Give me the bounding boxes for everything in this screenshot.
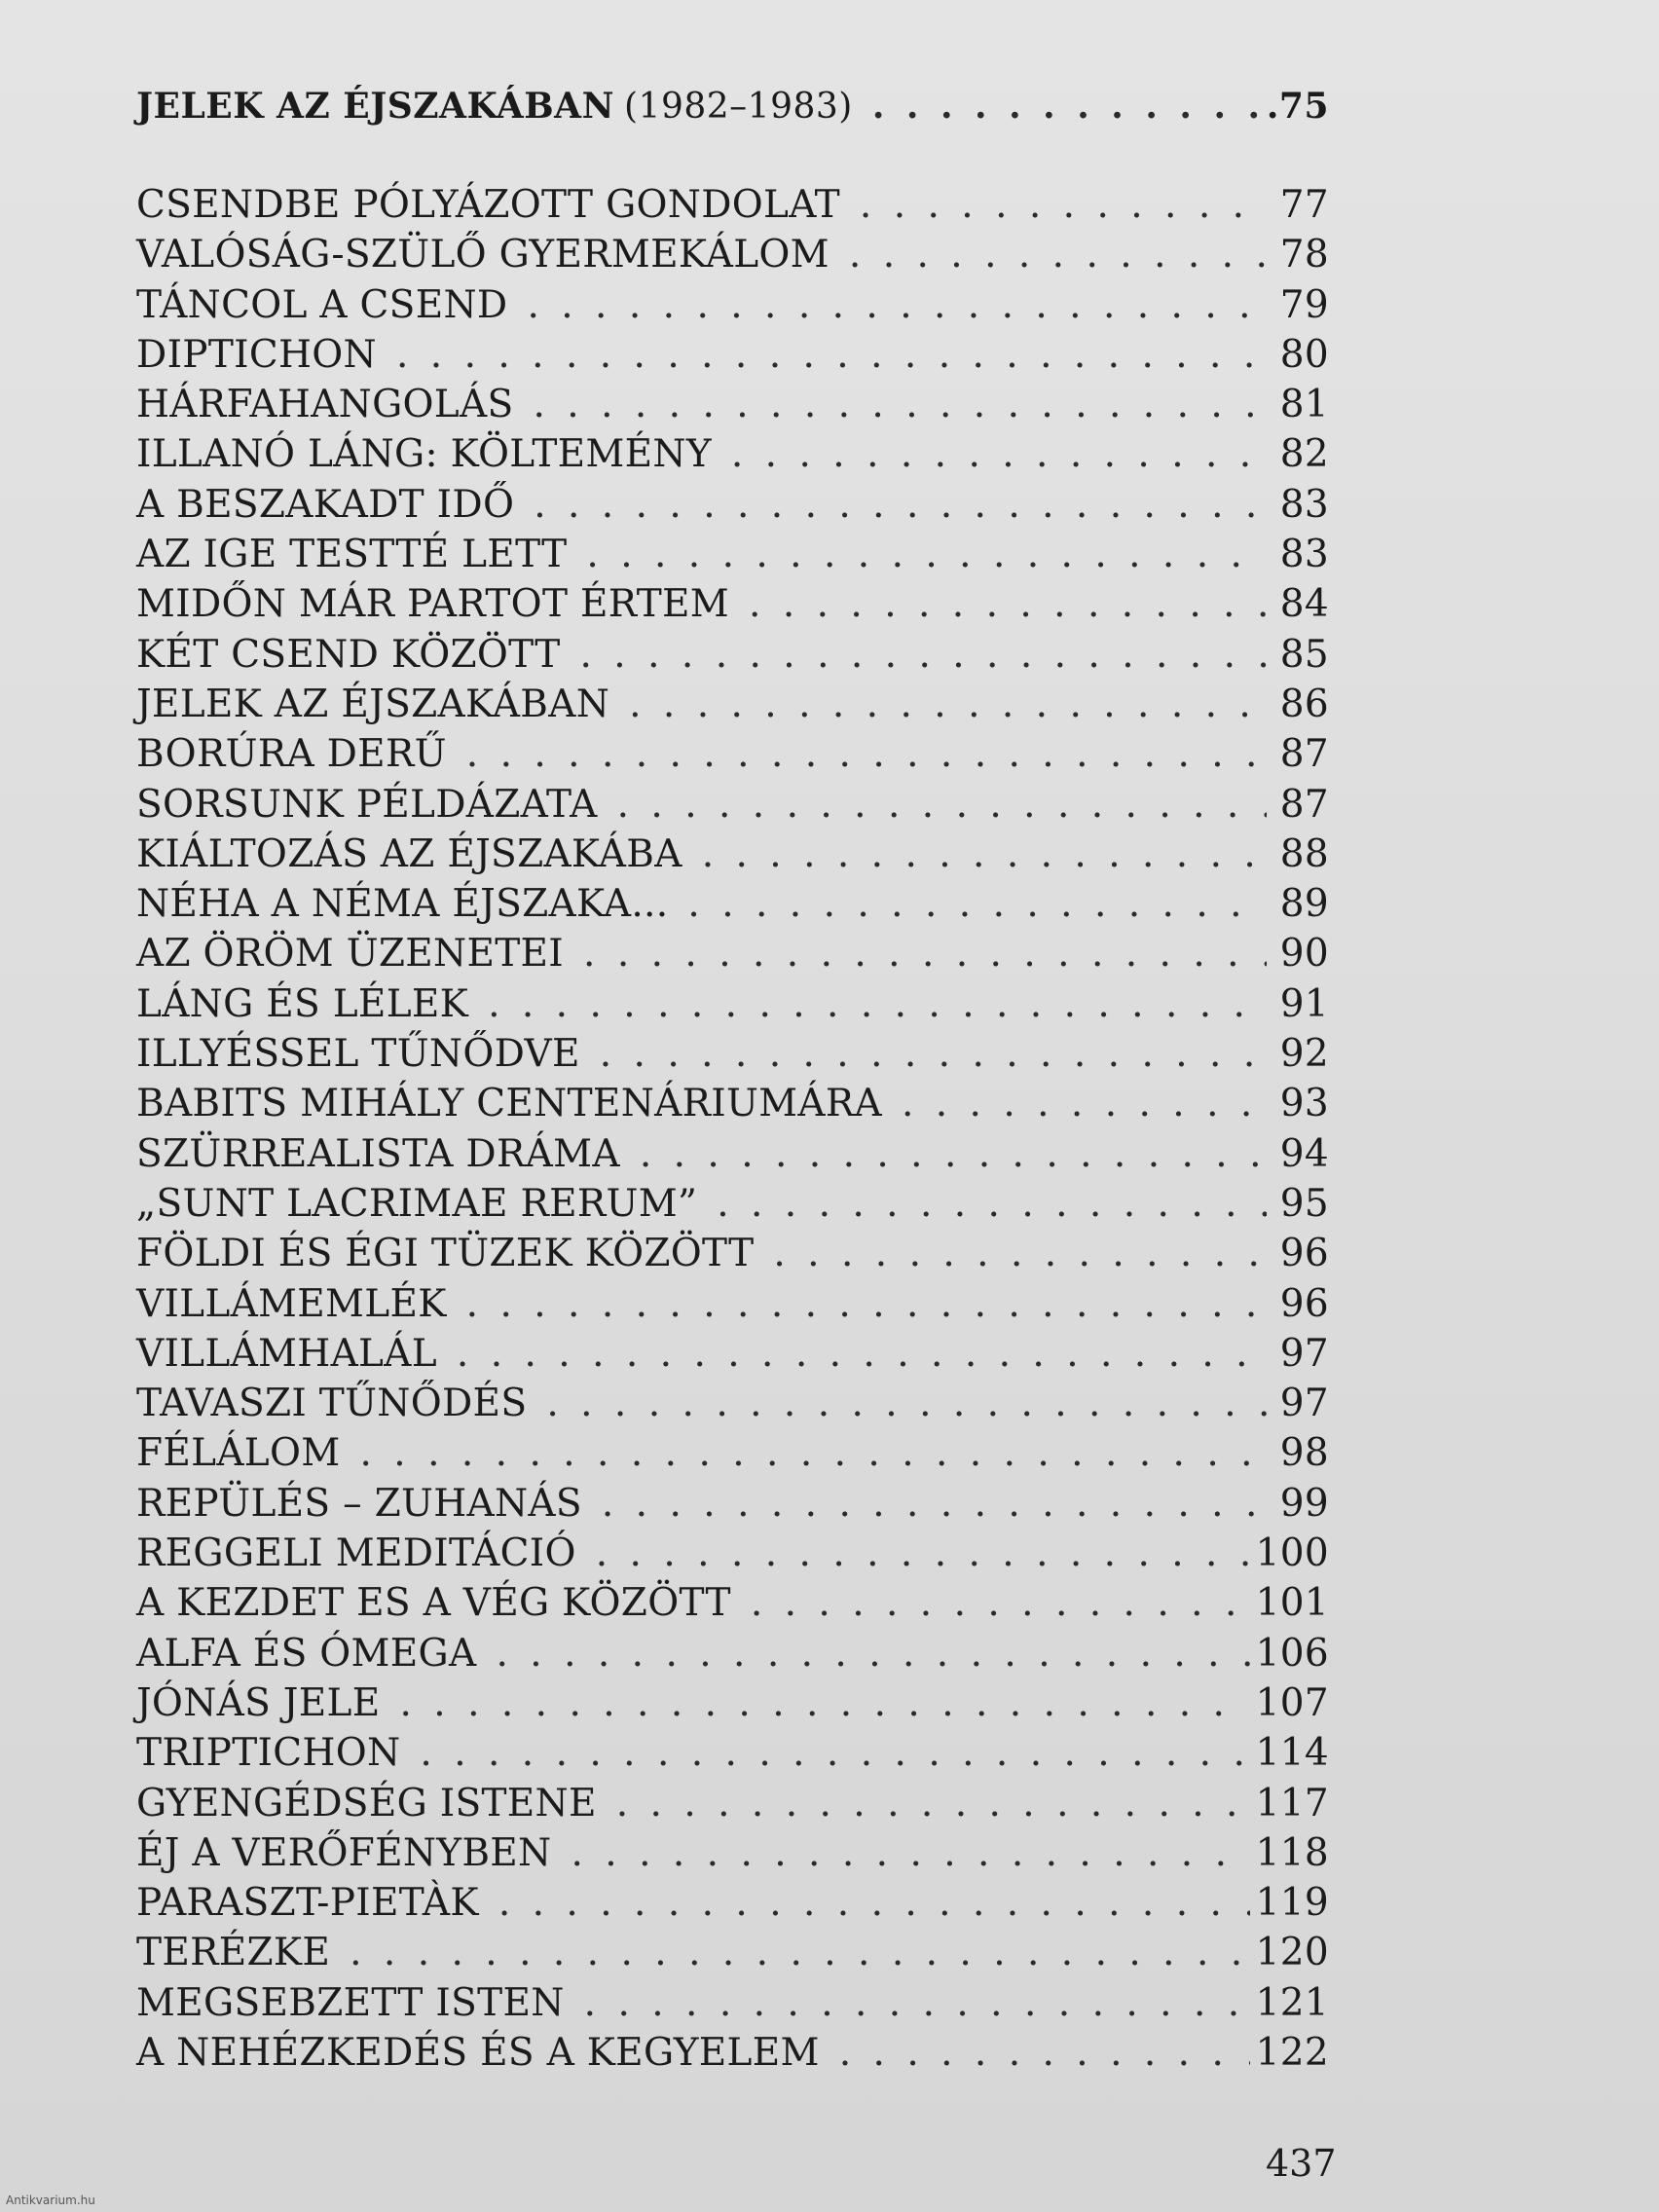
toc-entry — [136, 1881, 1329, 1931]
toc-entry — [136, 732, 1329, 782]
entry-title: AZ ÖRÖM ÜZENETEI — [136, 932, 565, 977]
toc-entry — [136, 1082, 1329, 1131]
dot-leader — [860, 183, 1267, 227]
entry-page-number: 88 — [1279, 831, 1329, 876]
entry-title: TERÉZKE — [136, 1931, 331, 1975]
dot-leader — [687, 882, 1267, 926]
section-years: (1982–1983) — [624, 87, 853, 127]
entry-title: PARASZT-PIETÀK — [136, 1881, 479, 1926]
dot-leader — [849, 233, 1267, 276]
dot-leader — [617, 783, 1267, 827]
dot-leader — [534, 483, 1267, 527]
dot-leader — [629, 682, 1267, 726]
entry-title: VILLÁMHALÁL — [136, 1331, 437, 1376]
entry-title: TÁNCOL A CSEND — [136, 282, 508, 327]
dot-leader — [360, 1431, 1268, 1475]
entry-title: KIÁLTOZÁS AZ ÉJSZAKÁBA — [136, 831, 682, 876]
entry-title: CSENDBE PÓLYÁZOTT GONDOLAT — [136, 183, 840, 227]
toc-entry — [136, 2031, 1329, 2081]
toc-entry — [136, 383, 1329, 432]
entry-title: VILLÁMEMLÉK — [136, 1281, 447, 1326]
dot-leader — [466, 732, 1267, 776]
watermark: Antikvarium.hu — [6, 2194, 95, 2207]
toc-entry — [136, 533, 1329, 582]
entry-page-number: 80 — [1279, 332, 1329, 377]
entry-page-number: 79 — [1279, 282, 1329, 327]
entry-title: A BESZAKADT IDŐ — [136, 482, 515, 527]
entry-page-number: 118 — [1255, 1830, 1329, 1875]
entry-title: A KEZDET ES A VÉG KÖZÖTT — [136, 1581, 731, 1626]
toc-entry — [136, 1482, 1329, 1531]
entry-title: JÓNÁS JELE — [136, 1680, 381, 1725]
section-title: JELEK AZ ÉJSZAKÁBAN — [136, 86, 614, 127]
entry-page-number: 107 — [1255, 1680, 1329, 1725]
entry-title: KÉT CSEND KÖZÖTT — [136, 632, 561, 677]
entry-title: FÉLÁLOM — [136, 1431, 341, 1476]
entry-page-number: 95 — [1279, 1181, 1329, 1226]
section-page-number: .75 — [1266, 86, 1329, 127]
entry-page-number: 81 — [1279, 383, 1329, 427]
entry-page-number: 89 — [1279, 882, 1329, 927]
dot-leader — [731, 432, 1267, 476]
entry-title: BORÚRA DERŰ — [136, 732, 447, 777]
entry-title: FÖLDI ÉS ÉGI TÜZEK KÖZÖTT — [136, 1232, 755, 1276]
dot-leader — [533, 383, 1267, 426]
entry-title: „SUNT LACRIMAE RERUM” — [136, 1181, 698, 1226]
toc-entry — [136, 432, 1329, 482]
entry-title: ÉJ A VERŐFÉNYBEN — [136, 1830, 552, 1875]
toc-entry — [136, 183, 1329, 233]
toc-entry — [136, 1431, 1329, 1481]
entry-title: ALFA ÉS ÓMEGA — [136, 1631, 477, 1676]
toc-entry — [136, 1581, 1329, 1631]
dot-leader — [839, 2031, 1250, 2075]
entry-title: SORSUNK PÉLDÁZATA — [136, 782, 598, 827]
entry-page-number: 97 — [1279, 1331, 1329, 1376]
entry-page-number: 98 — [1279, 1431, 1329, 1476]
toc-entry — [136, 333, 1329, 383]
entry-title: REGGELI MEDITÁCIÓ — [136, 1531, 576, 1576]
dot-leader — [717, 1182, 1267, 1226]
entry-title: DIPTICHON — [136, 332, 377, 377]
toc-entry — [136, 283, 1329, 333]
toc-entry — [136, 582, 1329, 632]
dot-leader — [496, 1632, 1249, 1676]
entry-page-number: 77 — [1279, 183, 1329, 227]
table-of-contents — [136, 86, 1329, 2081]
entry-page-number: 87 — [1279, 732, 1329, 777]
toc-entry — [136, 682, 1329, 732]
toc-entry — [136, 882, 1329, 932]
entry-page-number: 121 — [1255, 1980, 1329, 2025]
toc-entry — [136, 932, 1329, 981]
toc-entry — [136, 1632, 1329, 1681]
entry-title: AZ IGE TESTTÉ LETT — [136, 533, 568, 577]
toc-entry — [136, 1681, 1329, 1731]
toc-entry — [136, 1981, 1329, 2031]
entry-page-number: 90 — [1279, 932, 1329, 977]
dot-leader — [580, 633, 1267, 677]
entry-title: LÁNG ÉS LÉLEK — [136, 981, 469, 1026]
toc-entry — [136, 982, 1329, 1032]
dot-leader — [586, 533, 1267, 576]
toc-entry — [136, 1332, 1329, 1382]
entry-page-number: 106 — [1255, 1631, 1329, 1676]
entry-page-number: 119 — [1255, 1881, 1329, 1926]
entry-title: NÉHA A NÉMA ÉJSZAKA... — [136, 882, 669, 927]
toc-entry — [136, 1032, 1329, 1082]
toc-entry — [136, 483, 1329, 533]
dot-leader — [616, 1782, 1250, 1825]
dot-leader — [751, 1581, 1250, 1625]
entry-title: SZÜRREALISTA DRÁMA — [136, 1131, 620, 1176]
entry-page-number: 99 — [1279, 1481, 1329, 1526]
entry-title: BABITS MIHÁLY CENTENÁRIUMÁRA — [136, 1082, 882, 1126]
dot-leader — [902, 1082, 1267, 1125]
entry-list — [136, 183, 1329, 2081]
entry-title: VALÓSÁG-SZÜLŐ GYERMEKÁLOM — [136, 233, 830, 277]
entry-title: ILLYÉSSEL TŰNŐDVE — [136, 1032, 580, 1077]
toc-entry — [136, 1232, 1329, 1281]
dot-leader — [350, 1931, 1250, 1974]
dot-leader — [571, 1831, 1250, 1875]
dot-leader — [527, 283, 1267, 327]
dot-leader — [749, 582, 1267, 626]
dot-leader — [498, 1881, 1250, 1925]
entry-page-number: 87 — [1279, 782, 1329, 827]
entry-page-number: 96 — [1279, 1281, 1329, 1326]
entry-title: HÁRFAHANGOLÁS — [136, 383, 514, 427]
toc-entry — [136, 1531, 1329, 1581]
entry-page-number: 93 — [1279, 1082, 1329, 1126]
toc-entry — [136, 1731, 1329, 1781]
entry-page-number: 86 — [1279, 682, 1329, 726]
entry-page-number: 84 — [1279, 582, 1329, 627]
entry-page-number: 83 — [1279, 533, 1329, 577]
dot-leader — [488, 982, 1267, 1026]
entry-title: TRIPTICHON — [136, 1731, 401, 1776]
entry-page-number: 91 — [1279, 981, 1329, 1026]
entry-title: MIDŐN MÁR PARTOT ÉRTEM — [136, 582, 730, 627]
toc-entry — [136, 1831, 1329, 1881]
entry-title: MEGSEBZETT ISTEN — [136, 1980, 565, 2025]
entry-page-number: 85 — [1279, 632, 1329, 677]
page-folio: 437 — [1266, 2142, 1337, 2185]
entry-page-number: 100 — [1255, 1531, 1329, 1576]
entry-title: JELEK AZ ÉJSZAKÁBAN — [136, 682, 610, 726]
entry-page-number: 92 — [1279, 1032, 1329, 1077]
dot-leader — [546, 1382, 1267, 1425]
entry-page-number: 83 — [1279, 482, 1329, 527]
dot-leader — [583, 932, 1267, 976]
dot-leader — [399, 1681, 1249, 1725]
toc-entry — [136, 1182, 1329, 1232]
toc-entry — [136, 832, 1329, 882]
dot-leader — [773, 1232, 1267, 1275]
toc-entry — [136, 233, 1329, 282]
toc-entry — [136, 1282, 1329, 1332]
toc-entry — [136, 1382, 1329, 1431]
toc-entry — [136, 1782, 1329, 1831]
dot-leader — [584, 1981, 1250, 2025]
dot-leader — [420, 1731, 1249, 1775]
toc-entry — [136, 633, 1329, 682]
dot-leader — [596, 1531, 1250, 1575]
entry-page-number: 122 — [1255, 2030, 1329, 2075]
toc-entry — [136, 1132, 1329, 1182]
entry-title: REPÜLÉS – ZUHANÁS — [136, 1481, 582, 1526]
entry-page-number: 94 — [1279, 1131, 1329, 1176]
dot-leader — [602, 1482, 1267, 1526]
entry-page-number: 117 — [1255, 1781, 1329, 1825]
dot-leader — [457, 1332, 1267, 1376]
section-heading — [136, 86, 1329, 144]
dot-leader — [600, 1032, 1267, 1076]
dot-leader — [702, 832, 1267, 876]
entry-page-number: 114 — [1255, 1731, 1329, 1776]
entry-page-number: 78 — [1279, 233, 1329, 277]
entry-title: GYENGÉDSÉG ISTENE — [136, 1781, 597, 1825]
entry-page-number: 82 — [1279, 432, 1329, 477]
entry-page-number: 97 — [1279, 1382, 1329, 1426]
toc-entry — [136, 1931, 1329, 1980]
entry-page-number: 101 — [1255, 1581, 1329, 1626]
entry-title: TAVASZI TŰNŐDÉS — [136, 1382, 528, 1426]
dot-leader — [396, 333, 1267, 377]
entry-page-number: 96 — [1279, 1232, 1329, 1276]
entry-title: A NEHÉZKEDÉS ÉS A KEGYELEM — [136, 2030, 820, 2075]
entry-title: ILLANÓ LÁNG: KÖLTEMÉNY — [136, 432, 712, 477]
dot-leader — [640, 1132, 1267, 1176]
toc-entry — [136, 783, 1329, 832]
dot-leader — [872, 86, 1261, 127]
dot-leader — [466, 1282, 1267, 1326]
entry-page-number: 120 — [1255, 1931, 1329, 1975]
